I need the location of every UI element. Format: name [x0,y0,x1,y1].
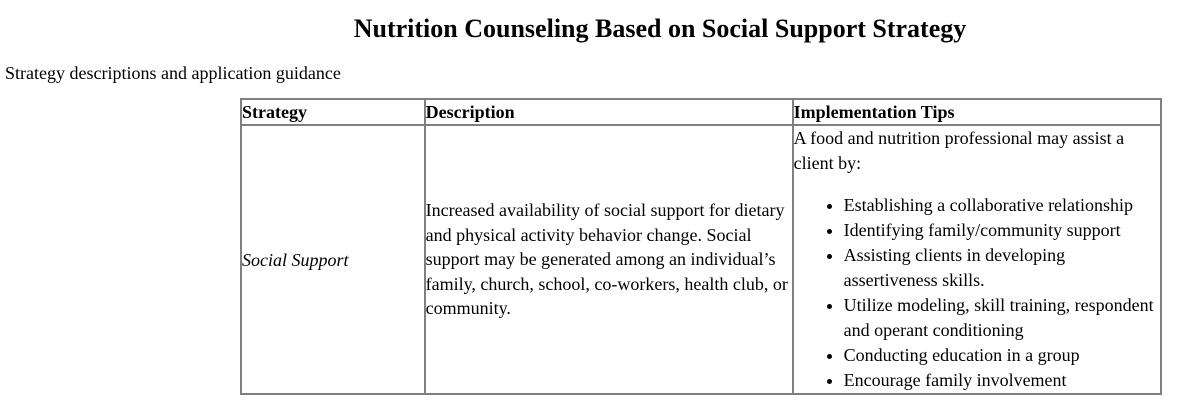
table-body [241,125,1161,394]
header-row [241,99,1161,125]
table-header [241,99,1161,125]
tip-item: • Identifying family/community support [844,218,1160,243]
header-strategy: Strategy [241,99,425,125]
header-implementation-tips: Implementation Tips [793,99,1161,125]
tips-list [794,193,1160,393]
strategy-table [240,98,1162,395]
tip-item: • Encourage family involvement [844,368,1160,393]
strategy-cell: Social Support [241,125,425,394]
tips-intro: A food and nutrition professional may assist a client by: [793,128,1125,173]
table-caption: Strategy descriptions and application guidance [5,63,341,83]
description-cell: Increased availability of social support for dietary and physical activity behavior change. Social support may be generated among an individual’s family, church, school, co-workers, health club, or community. [425,125,793,394]
implementation-tips-cell [793,125,1161,394]
tip-item: • Conducting education in a group [844,343,1160,368]
page-title: Nutrition Counseling Based on Social Support Strategy [353,14,967,43]
header-description: Description [425,99,793,125]
tip-item: • Assisting clients in developing assertiveness skills. [844,243,1160,293]
tip-item: • Utilize modeling, skill training, respondent and operant conditioning [844,293,1160,343]
tip-item: • Establishing a collaborative relationship [844,193,1160,218]
table-row [241,125,1161,394]
